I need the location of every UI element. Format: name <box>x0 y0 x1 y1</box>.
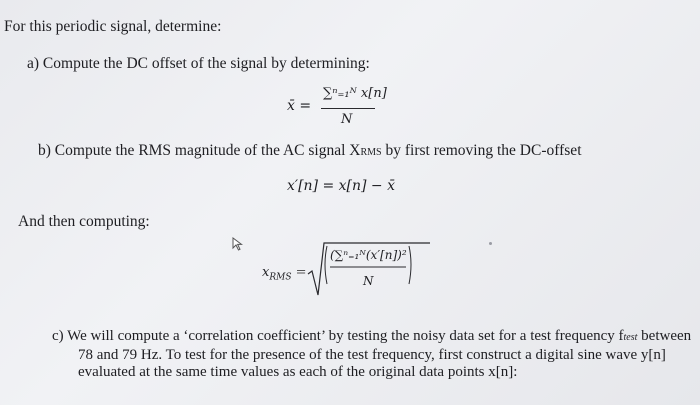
part-a-question <box>27 55 370 73</box>
part-c-line-3: evaluated at the same time values as each of the original data points x[n]: <box>78 364 518 380</box>
rms-formula <box>262 240 432 300</box>
part-b-text: Compute the RMS magnitude of the AC signal X <box>54 142 361 159</box>
rms-formula-denominator: N <box>363 274 374 288</box>
screen-speck <box>489 242 492 245</box>
part-b-question <box>38 142 582 160</box>
fraction-bar <box>321 108 375 109</box>
then-computing-text: And then computing: <box>18 213 150 230</box>
mean-formula-denominator: N <box>341 112 353 127</box>
part-c-line-1: c) We will compute a ‘correlation coefficient’ by testing the noisy data set for a test frequency ftest between <box>52 328 692 344</box>
part-a-label: a) <box>27 55 40 72</box>
part-b-label: b) <box>38 142 51 159</box>
rms-formula-numerator: (∑ⁿ₌₁ᴺ(x′[n])² <box>330 248 407 262</box>
part-b-subscript: RMS <box>360 147 382 158</box>
part-b-text-end: by first removing the DC-offset <box>381 142 582 159</box>
part-c-question <box>52 328 692 382</box>
rms-formula-lhs: $x_{RMS}$ = <box>262 265 307 283</box>
offset-formula: x′[n] = x[n] − x̄ <box>287 178 396 194</box>
part-a-text: Compute the DC offset of the signal by determining: <box>42 55 370 72</box>
intro-text: For this periodic signal, determine: <box>4 18 222 35</box>
mean-formula-numerator: ∑ⁿ₌₁ᴺ x[n] <box>323 86 387 101</box>
mean-formula-lhs: x̄ = <box>287 98 312 114</box>
mouse-cursor-icon <box>232 237 244 251</box>
part-c-line-2: 78 and 79 Hz. To test for the presence of the test frequency, first construct a digital sine wave y[n] <box>78 346 666 363</box>
